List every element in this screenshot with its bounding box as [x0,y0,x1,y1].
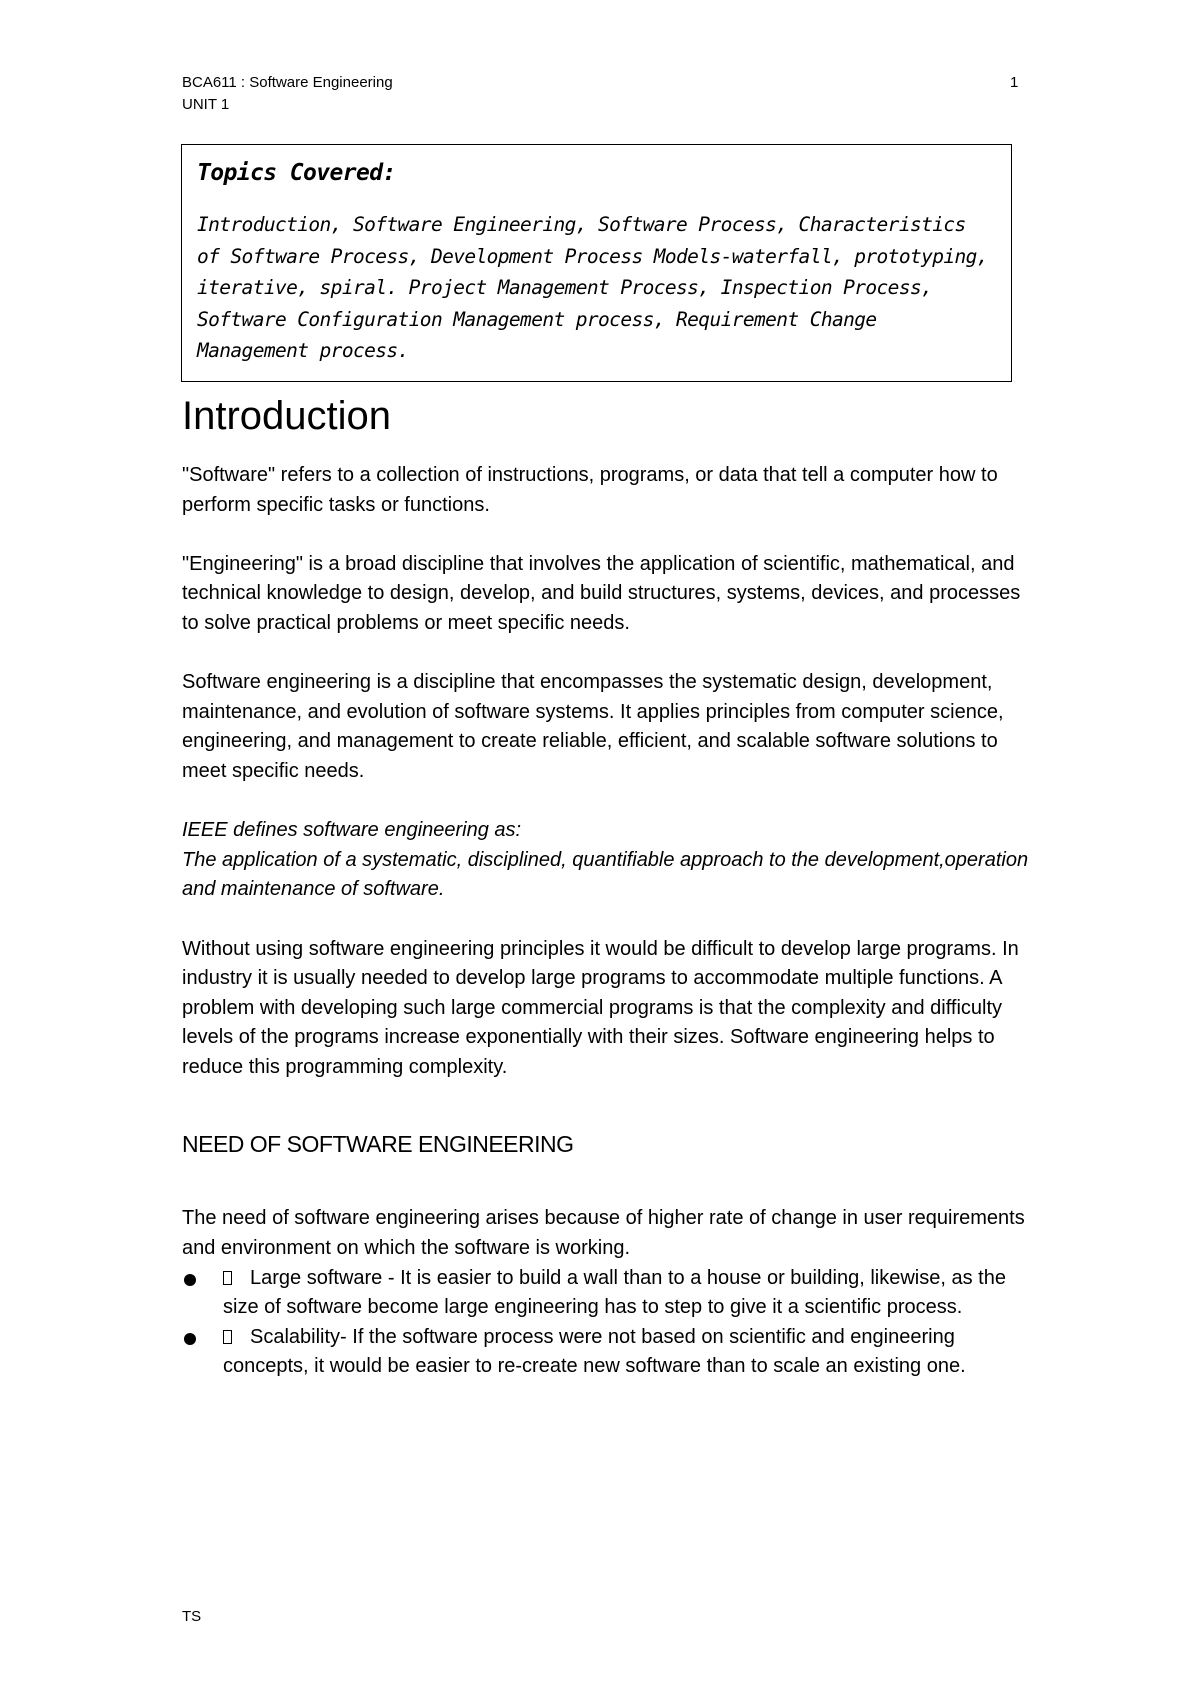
introduction-heading: Introduction [182,394,392,438]
list-item [182,1323,1042,1382]
page-header [182,72,393,116]
complexity-paragraph: Without using software engineering principles it would be difficult to develop large programs. In industry it is usually needed to develop large programs to accommodate multiple functions. A problem with developing such large commercial programs is that the complexity and difficulty levels of the programs increase exponentially with their sizes. Software engineering helps to reduce this programming complexity. [182,937,1019,1078]
ieee-definition-text: The application of a systematic, disciplined, quantifiable approach to the development,operation and maintenance of software. [182,848,1029,901]
bullet-text: Large software - It is easier to build a wall than to a house or building, likewise, as the size of software become large engineering has to step to give it a scientific process. [223,1266,1006,1319]
ieee-definition-lead: IEEE defines software engineering as: [182,819,522,842]
page-number: 1 [1010,74,1019,91]
need-bullet-list [182,1264,1042,1382]
unit-label: UNIT 1 [182,96,230,113]
need-intro-line-2: and environment on which the software is working. [182,1237,631,1260]
need-intro-line: The need of software engineering arises because of higher rate of change in user requirements [182,1207,1025,1230]
bullet-icon [184,1333,196,1345]
ieee-definition [182,816,1042,905]
need-heading: NEED OF SOFTWARE ENGINEERING [182,1131,574,1158]
list-item [182,1264,1042,1323]
topics-text: Introduction, Software Engineering, Software Process, Characteristics of Software Process, Development Process Models-waterfall, prototyping, iterative, spiral. Project Management Process, Inspection Process, Software Configuration Management process, Requirement Change Management process. [197,213,988,362]
software-engineering-paragraph: Software engineering is a discipline that encompasses the systematic design, development, maintenance, and evolution of software systems. It applies principles from computer science, engineering, and management to create reliable, efficient, and scalable software solutions to meet specific needs. [182,671,1004,782]
bullet-text: Scalability- If the software process were not based on scientific and engineering concepts, it would be easier to re-create new software than to scale an existing one. [223,1325,966,1378]
page-footer: TS [182,1608,202,1625]
missing-glyph-icon [223,1271,232,1285]
missing-glyph-icon [223,1330,232,1344]
bullet-icon [184,1274,196,1286]
document-body [182,388,1042,1382]
software-definition-paragraph: "Software" refers to a collection of instructions, programs, or data that tell a computer how to perform specific tasks or functions. [182,464,998,516]
topics-title: Topics Covered: [197,160,396,186]
course-title: BCA611 : Software Engineering [182,74,393,91]
topics-covered-box [181,144,1012,382]
engineering-definition-paragraph: "Engineering" is a broad discipline that involves the application of scientific, mathematical, and technical knowledge to design, develop, and build structures, systems, devices, and processes to solve practical problems or meet specific needs. [182,552,1021,634]
